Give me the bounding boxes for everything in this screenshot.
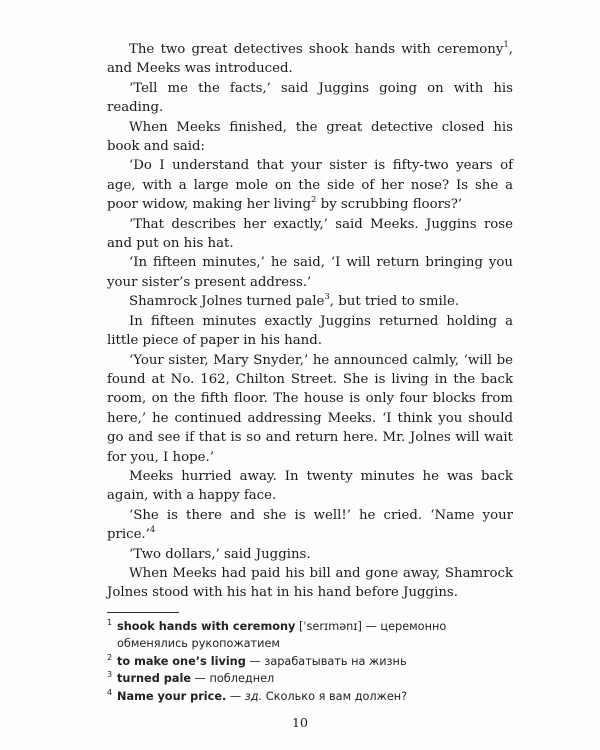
paragraph: When Meeks finished, the great detective closed his book and said: — [107, 119, 513, 155]
footnote-ref: 2 — [311, 194, 317, 205]
footnote-number: 2 — [107, 652, 113, 662]
footnote-term: to make one’s living — [117, 654, 246, 668]
footnote — [107, 618, 513, 653]
paragraph: ‘She is there and she is well!’ he cried. ‘Name your price.’$^4$ — [107, 507, 513, 543]
footnote-term: Name your price. — [117, 689, 227, 703]
paragraph: When Meeks had paid his bill and gone away, Shamrock Jolnes stood with his hat in his hand before Juggins. — [107, 565, 513, 601]
paragraph: Shamrock Jolnes turned pale$^3$, but tried to smile. — [129, 291, 460, 310]
footnote-divider — [107, 612, 179, 613]
footnote-term: turned pale — [117, 672, 191, 686]
footnote-number: 1 — [107, 618, 113, 627]
footnote-note: зд. — [244, 689, 263, 703]
footnote-translation: — побледнел — [190, 672, 275, 686]
footnote-ref: 1 — [503, 39, 509, 50]
footnote-translation: — церемонно обменялись рукопожатием — [117, 620, 447, 651]
footnote-number: 3 — [107, 670, 113, 680]
footnote-number: 4 — [107, 687, 113, 697]
footnote-translation: — зарабатывать на жизнь — [245, 654, 407, 668]
footnote — [107, 688, 513, 705]
paragraph: ‘Tell me the facts,’ said Juggins going on with his reading. — [107, 80, 513, 116]
footnote-transcription: [ˈserɪmənɪ] — [295, 620, 362, 633]
footnote-term: shook hands with ceremony — [117, 620, 296, 633]
paragraph: ‘Two dollars,’ said Juggins. — [129, 546, 311, 562]
footnote-ref: 4 — [149, 524, 156, 535]
paragraph: The two great detectives shook hands with ceremony$^1$, and Meeks was introduced. — [107, 39, 513, 77]
paragraph: In fifteen minutes exactly Juggins returned holding a little piece of paper in his hand. — [107, 313, 513, 349]
footnote — [107, 653, 513, 670]
paragraph: ‘That describes her exactly,’ said Meeks. Juggins rose and put on his hat. — [107, 216, 513, 252]
paragraph: ‘In fifteen minutes,’ he said, ‘I will return bringing you your sister’s present address.’ — [107, 255, 513, 290]
paragraph: ‘Your sister, Mary Snyder,’ he announced calmly, ‘will be found at No. 162, Chilton Street. She is living in the back room, on the fifth floor. The house is only four blocks from here,’ he continued addressing Meeks. ‘I think you should go and see if that is so and return here. Mr. Jolnes will wait for you, I hope.’ — [107, 352, 513, 465]
footnote-dash: — — [226, 689, 245, 703]
paragraph: Meeks hurried away. In twenty minutes he was back again, with a happy face. — [107, 468, 513, 504]
footnotes — [107, 618, 513, 705]
paragraph: ‘Do I understand that your sister is fifty-two years of age, with a large mole on the side of her nose? Is she a poor widow, making her living$^2$ by scrubbing floors?’ — [107, 158, 513, 213]
footnote — [107, 670, 513, 687]
page-number: 10 — [292, 715, 308, 730]
body-text — [107, 40, 513, 603]
footnote-ref: 3 — [324, 291, 330, 302]
footnote-translation: Сколько я вам должен? — [262, 689, 408, 703]
